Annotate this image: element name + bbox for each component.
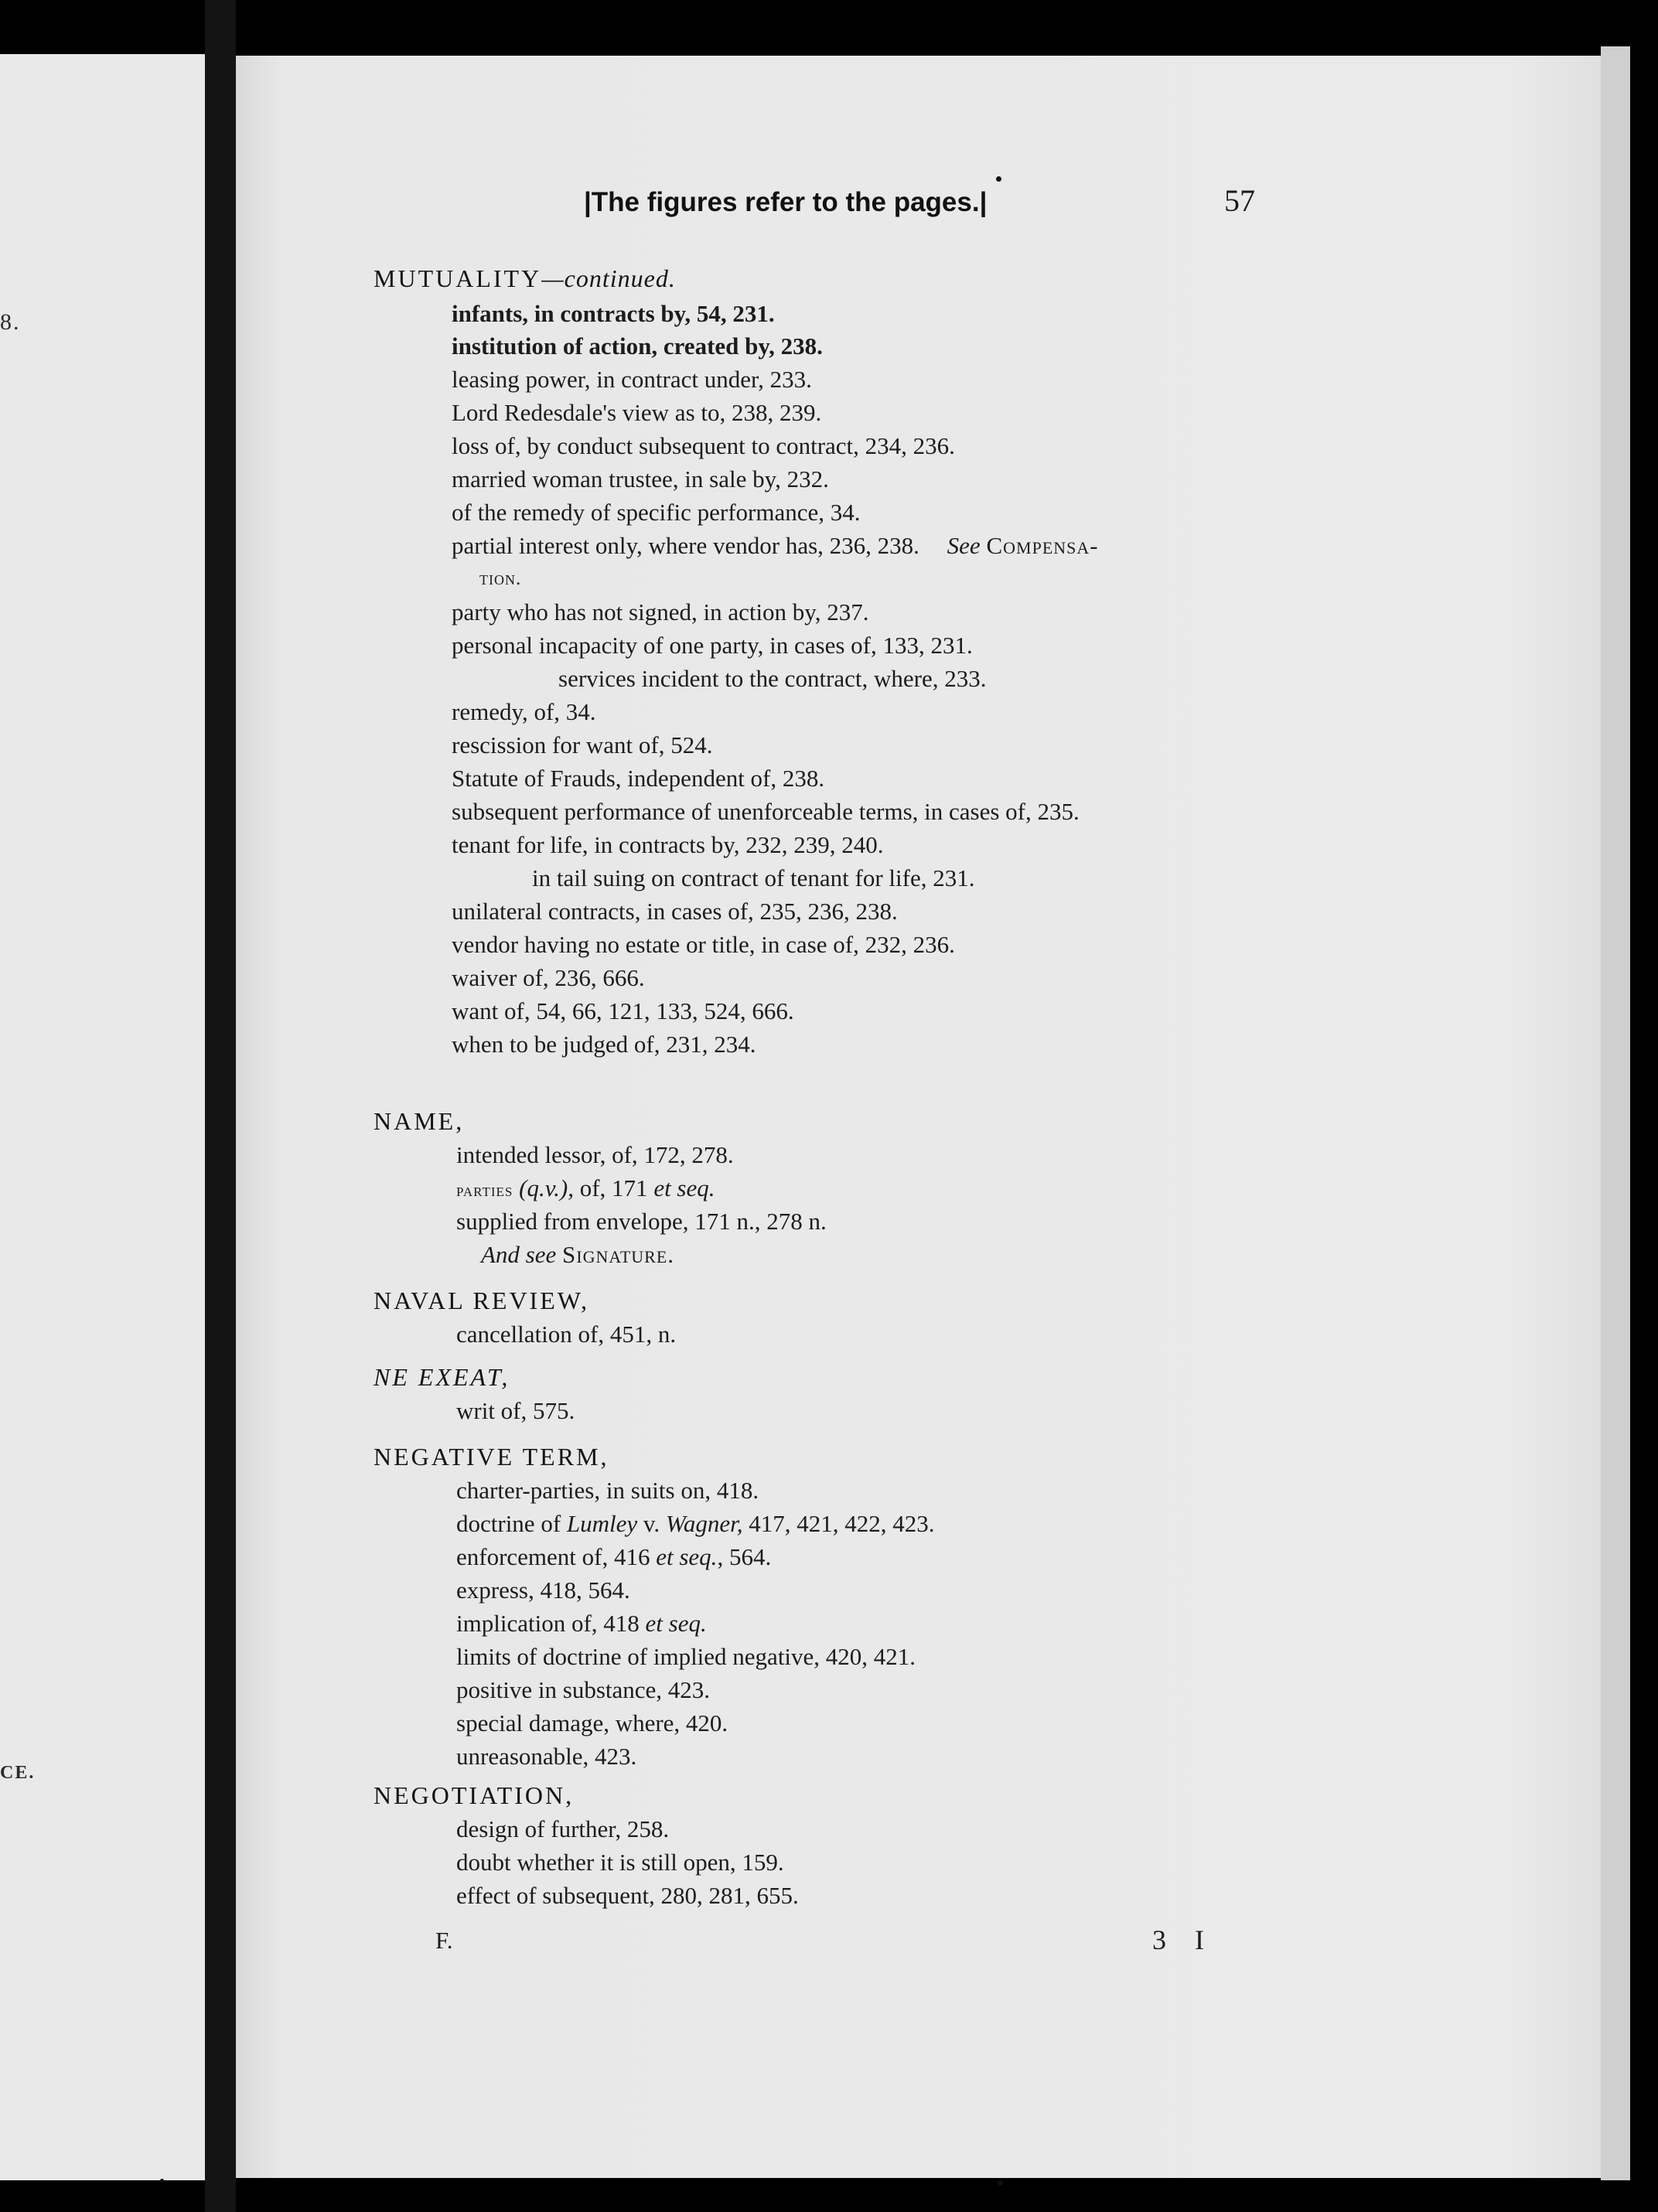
index-entry: leasing power, in contract under, 233. [452, 366, 812, 393]
index-entry: express, 418, 564. [456, 1576, 630, 1604]
index-entry-implication: implication of, 418 et seq. [456, 1610, 707, 1637]
index-entry: limits of doctrine of implied negative, 420, 421. [456, 1643, 916, 1670]
page-header: |The figures refer to the pages.| [584, 187, 988, 217]
cross-reference: Compensa- [986, 532, 1099, 559]
parties-label: parties [456, 1181, 513, 1201]
index-entry: rescission for want of, 524. [452, 731, 713, 758]
signature-mark: F. [435, 1927, 453, 1954]
index-entry: intended lessor, of, 172, 278. [456, 1141, 734, 1168]
index-entry: design of further, 258. [456, 1815, 670, 1842]
sheet-mark: 3 I [1152, 1924, 1215, 1955]
index-entry: of the remedy of specific performance, 34. [452, 499, 861, 526]
left-page-fragment-bottom: CE. [0, 1763, 36, 1783]
index-heading-naval-review: NAVAL REVIEW, [374, 1287, 590, 1314]
index-entry: charter-parties, in suits on, 418. [456, 1477, 759, 1504]
index-entry: waiver of, 236, 666. [452, 964, 645, 991]
index-heading-negative-term: NEGATIVE TERM, [374, 1443, 609, 1471]
index-entry: want of, 54, 66, 121, 133, 524, 666. [452, 997, 794, 1024]
index-entry: party who has not signed, in action by, 237. [452, 598, 869, 625]
index-entry: vendor having no estate or title, in case of, 232, 236. [452, 931, 955, 958]
index-subentry: in tail suing on contract of tenant for life, 231. [532, 864, 975, 891]
page-number: 57 [1224, 183, 1255, 218]
index-entry: unilateral contracts, in cases of, 235, 236, 238. [452, 898, 898, 925]
index-entry: positive in substance, 423. [456, 1676, 711, 1703]
index-heading-ne-exeat: NE EXEAT, [374, 1363, 510, 1391]
index-entry: writ of, 575. [456, 1397, 575, 1424]
index-heading-negotiation: NEGOTIATION, [374, 1781, 575, 1809]
left-page-fragment-top: 8. [0, 309, 21, 335]
index-entry: supplied from envelope, 171 n., 278 n. [456, 1208, 827, 1235]
index-entry: institution of action, created by, 238. [452, 332, 823, 360]
index-entry: unreasonable, 423. [456, 1743, 637, 1770]
cross-reference-continued: tion. [479, 568, 522, 589]
index-entry: special damage, where, 420. [456, 1709, 728, 1737]
index-entry: married woman trustee, in sale by, 232. [452, 465, 829, 493]
index-entry: tenant for life, in contracts by, 232, 239, 240. [452, 831, 884, 858]
index-subentry: services incident to the contract, where, 233. [558, 665, 987, 692]
and-see-reference: And see Signature. [481, 1241, 675, 1268]
index-entry: effect of subsequent, 280, 281, 655. [456, 1882, 799, 1909]
index-entry-enforcement: enforcement of, 416 et seq., 564. [456, 1543, 772, 1570]
ink-speck [160, 2179, 164, 2183]
ink-speck [996, 176, 1001, 182]
index-heading-name: NAME, [374, 1107, 465, 1135]
index-entry: loss of, by conduct subsequent to contract, 234, 236. [452, 432, 955, 459]
index-entry: personal incapacity of one party, in cases of, 133, 231. [452, 632, 973, 659]
index-entry: doubt whether it is still open, 159. [456, 1849, 784, 1876]
left-page [0, 54, 205, 2180]
continued-label: —continued. [541, 264, 676, 292]
qv-label: (q.v.), [519, 1174, 574, 1201]
index-entry: cancellation of, 451, n. [456, 1321, 677, 1348]
index-entry-lumley: doctrine of Lumley v. Wagner, 417, 421, 422, 423. [456, 1510, 935, 1537]
index-entry-with-see: partial interest only, where vendor has, 236, 238. See Compensa- [452, 532, 1099, 559]
index-entry: Lord Redesdale's view as to, 238, 239. [452, 399, 822, 426]
index-entry: remedy, of, 34. [452, 698, 596, 725]
index-entry: when to be judged of, 231, 234. [452, 1031, 756, 1058]
index-entry-parties: parties (q.v.), of, 171 et seq. [456, 1174, 715, 1201]
index-entry: infants, in contracts by, 54, 231. [452, 300, 775, 327]
et-seq-label: et seq. [653, 1174, 715, 1201]
index-entry: Statute of Frauds, independent of, 238. [452, 765, 825, 792]
book-spine [205, 0, 236, 2212]
see-label: See [947, 532, 981, 559]
ink-speck [998, 2180, 1003, 2186]
index-entry: subsequent performance of unenforceable terms, in cases of, 235. [452, 798, 1080, 825]
index-heading-mutuality: MUTUALITY—continued. [374, 264, 676, 292]
page-edge [1601, 46, 1630, 2180]
